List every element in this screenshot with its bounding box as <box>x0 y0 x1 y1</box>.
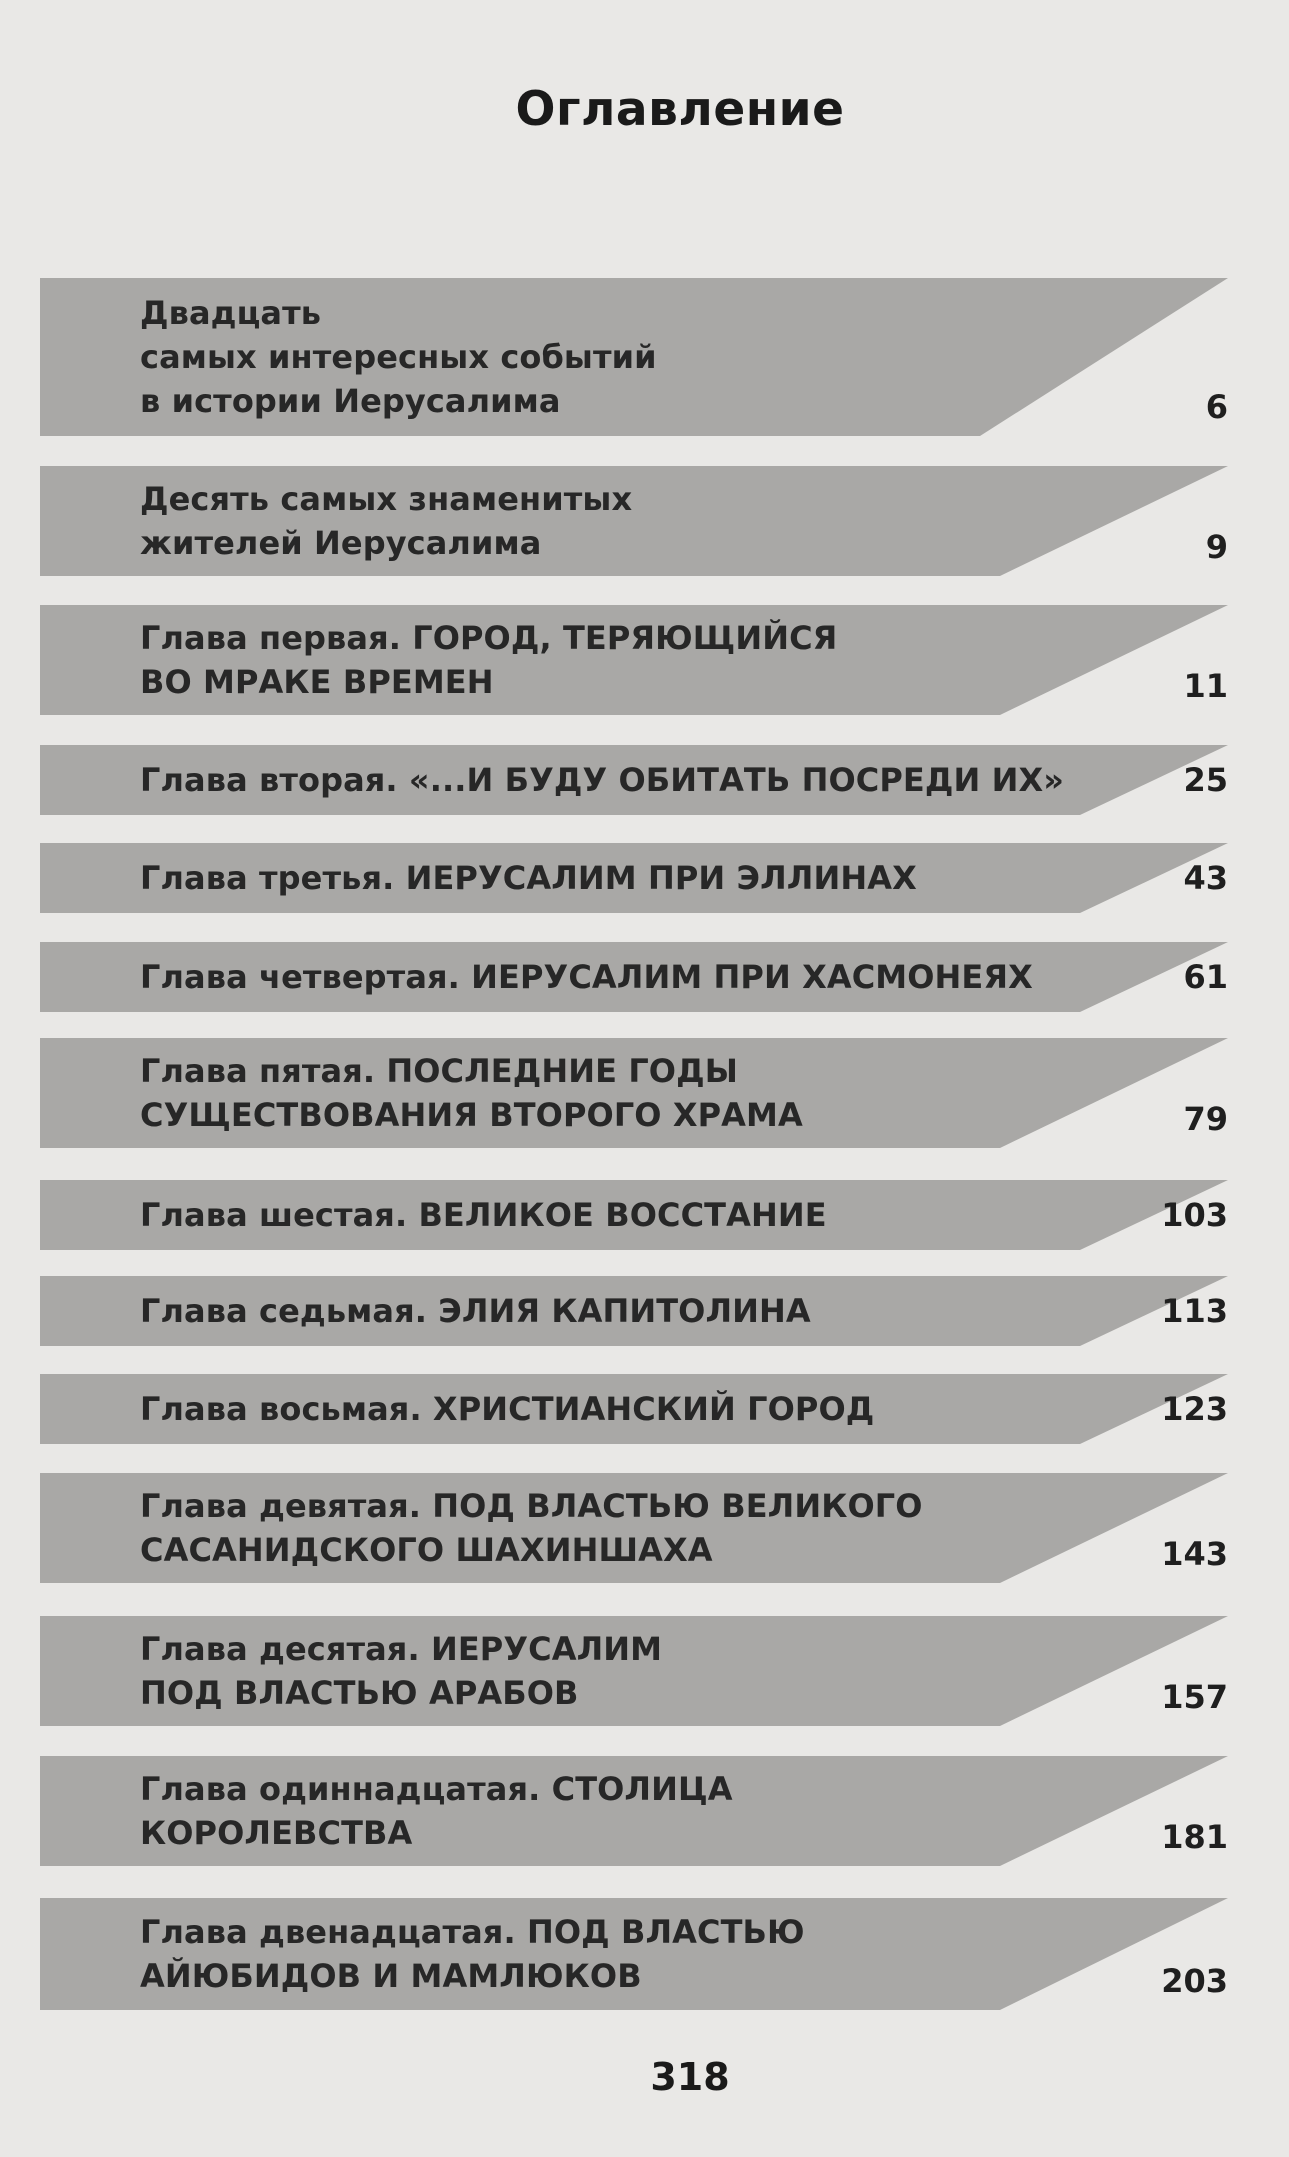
toc-entry-2[interactable] <box>40 466 1228 576</box>
entry-title: Глава седьмая. ЭЛИЯ КАПИТОЛИНА <box>140 1292 811 1330</box>
toc-entry-5[interactable] <box>40 843 1228 913</box>
entry-page-number: 113 <box>1161 1292 1228 1330</box>
entry-page-number: 79 <box>1183 1100 1228 1138</box>
entry-page-number: 9 <box>1205 528 1228 566</box>
toc-entry-7[interactable] <box>40 1038 1228 1148</box>
entry-title: Глава пятая. ПОСЛЕДНИЕ ГОДЫ СУЩЕСТВОВАНИЯ ВТОРОГО ХРАМА <box>140 1052 803 1134</box>
toc-entry-13[interactable] <box>40 1756 1228 1866</box>
entry-title: Двадцать самых интересных событий в истории Иерусалима <box>140 294 657 420</box>
entry-page-number: 25 <box>1183 761 1228 799</box>
page-number: 318 <box>650 2055 730 2099</box>
toc-entry-8[interactable] <box>40 1180 1228 1250</box>
toc-entry-11[interactable] <box>40 1473 1228 1583</box>
entry-title: Глава одиннадцатая. СТОЛИЦА КОРОЛЕВСТВА <box>140 1770 733 1852</box>
entry-title: Десять самых знаменитых жителей Иерусалима <box>140 480 633 562</box>
entry-page-number: 203 <box>1161 1962 1228 2000</box>
toc-entry-9[interactable] <box>40 1276 1228 1346</box>
entry-title: Глава восьмая. ХРИСТИАНСКИЙ ГОРОД <box>140 1390 875 1428</box>
entry-page-number: 157 <box>1161 1678 1228 1716</box>
entry-title: Глава девятая. ПОД ВЛАСТЬЮ ВЕЛИКОГО САСАНИДСКОГО ШАХИНШАХА <box>140 1487 923 1569</box>
entry-title: Глава вторая. «...И БУДУ ОБИТАТЬ ПОСРЕДИ ИХ» <box>140 761 1065 799</box>
entry-title: Глава десятая. ИЕРУСАЛИМ ПОД ВЛАСТЬЮ АРАБОВ <box>140 1630 663 1712</box>
toc-entry-1[interactable] <box>40 278 1228 436</box>
page-title: Оглавление <box>515 82 845 137</box>
entry-page-number: 143 <box>1161 1535 1228 1573</box>
entry-page-number: 6 <box>1205 388 1228 426</box>
entry-page-number: 181 <box>1161 1818 1228 1856</box>
toc-entry-4[interactable] <box>40 745 1228 815</box>
entry-title: Глава двенадцатая. ПОД ВЛАСТЬЮ АЙЮБИДОВ И МАМЛЮКОВ <box>140 1913 805 1995</box>
entry-title: Глава первая. ГОРОД, ТЕРЯЮЩИЙСЯ ВО МРАКЕ ВРЕМЕН <box>140 619 838 701</box>
entry-page-number: 61 <box>1183 958 1228 996</box>
entry-page-number: 123 <box>1161 1390 1228 1428</box>
toc-entry-14[interactable] <box>40 1898 1228 2010</box>
toc-entry-10[interactable] <box>40 1374 1228 1444</box>
entry-title: Глава третья. ИЕРУСАЛИМ ПРИ ЭЛЛИНАХ <box>140 859 917 897</box>
entry-title: Глава шестая. ВЕЛИКОЕ ВОССТАНИЕ <box>140 1196 827 1234</box>
toc-entry-6[interactable] <box>40 942 1228 1012</box>
toc-entry-3[interactable] <box>40 605 1228 715</box>
entry-title: Глава четвертая. ИЕРУСАЛИМ ПРИ ХАСМОНЕЯХ <box>140 958 1033 996</box>
entry-page-number: 11 <box>1183 667 1228 705</box>
toc-entry-12[interactable] <box>40 1616 1228 1726</box>
entry-page-number: 103 <box>1161 1196 1228 1234</box>
entry-page-number: 43 <box>1183 859 1228 897</box>
